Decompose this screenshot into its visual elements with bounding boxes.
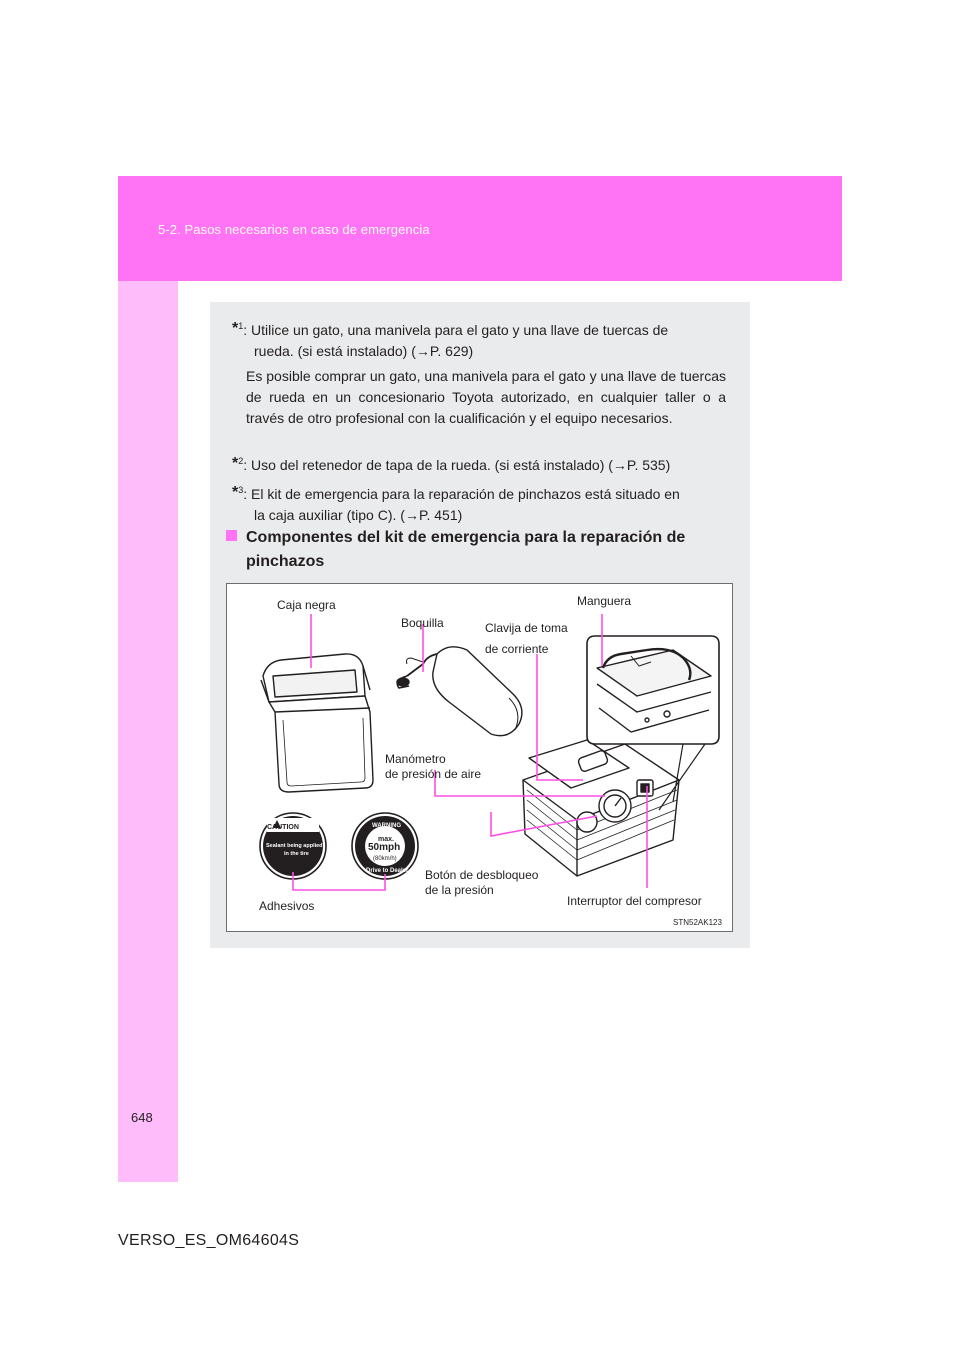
- label-interruptor: Interruptor del compresor: [567, 894, 702, 908]
- footnote-mark: *: [232, 484, 239, 501]
- warning-speed: 50mph: [368, 842, 401, 853]
- label-caja-negra: Caja negra: [277, 598, 336, 612]
- footnote-mark: *: [232, 455, 239, 472]
- label-boquilla: Boquilla: [401, 616, 444, 630]
- section-title: 5-2. Pasos necesarios en caso de emergencia: [158, 222, 430, 237]
- warning-bottom: Drive to Dealer: [366, 868, 409, 874]
- footnote-text-cont: la caja auxiliar (tipo C). (→P. 451): [254, 507, 463, 523]
- label-adhesivos: Adhesivos: [259, 899, 315, 913]
- footnote-text: : Utilice un gato, una manivela para el gato y una llave de tuercas de: [243, 322, 669, 338]
- caution-line: Sealant being applied: [266, 843, 323, 849]
- footnote-number: 3: [238, 485, 244, 495]
- footnote-text-cont: rueda. (si está instalado) (→P. 629): [254, 343, 474, 359]
- subheading-line: Componentes del kit de emergencia para la reparación de: [246, 529, 686, 546]
- label-clavija-cont: de corriente: [485, 642, 549, 656]
- sealant-bottle-drawing: [397, 647, 522, 736]
- warning-top: WARNING: [372, 823, 401, 829]
- footnote-1: [232, 316, 726, 362]
- subheading: [226, 526, 726, 574]
- warning-max: max.: [378, 836, 394, 843]
- page-number: 648: [131, 1110, 153, 1125]
- black-case-drawing: [261, 654, 373, 792]
- footnote-text: : El kit de emergencia para la reparación de pinchazos está situado en: [243, 486, 680, 502]
- caution-title: CAUTION: [267, 824, 299, 831]
- document-code: VERSO_ES_OM64604S: [118, 1232, 300, 1249]
- warning-kmh: (80km/h): [373, 856, 397, 862]
- label-manometro-cont: de presión de aire: [385, 767, 482, 781]
- label-manometro: Manómetro: [385, 752, 446, 766]
- compressor-drawing: [523, 740, 679, 876]
- label-clavija: Clavija de toma: [485, 621, 568, 635]
- label-manguera: Manguera: [577, 594, 632, 608]
- footnote-number: 2: [238, 456, 244, 466]
- footnote-2: [232, 451, 726, 476]
- label-boton: Botón de desbloqueo: [425, 868, 539, 882]
- footnote-3: [232, 480, 726, 526]
- subheading-line-cont: pinchazos: [246, 553, 325, 570]
- square-bullet-icon: [226, 530, 237, 541]
- footnote-number: 1: [238, 321, 244, 331]
- label-boton-cont: de la presión: [425, 883, 494, 897]
- side-strip: [118, 281, 178, 1182]
- footnote-text: : Uso del retenedor de tapa de la rueda. (si está instalado) (→P. 535): [243, 457, 671, 473]
- footnote-mark: *: [232, 320, 239, 337]
- paragraph: Es posible comprar un gato, una manivela para el gato y una llave de tuercas de rueda en un concesionario Toyota autorizado, en cualquier taller o a través de otro profesional con la cualificación y el equipo necesarios.: [246, 368, 726, 426]
- figure-code: STN52AK123: [673, 918, 722, 927]
- kit-illustration: [226, 583, 733, 932]
- caution-line: in the tire: [284, 851, 309, 857]
